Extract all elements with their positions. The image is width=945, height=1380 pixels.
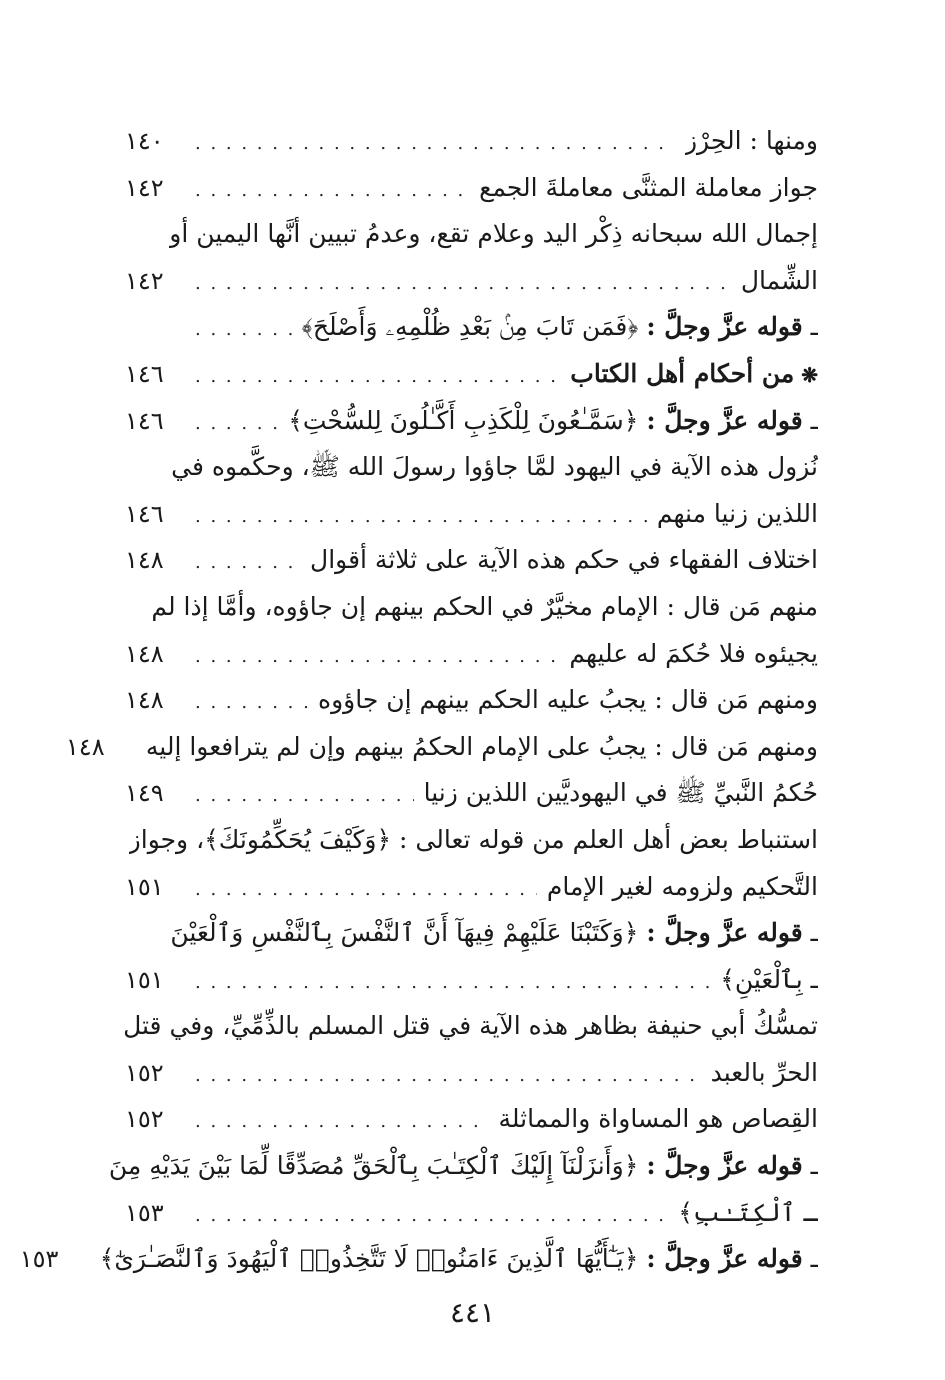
entry-page-number: ١٤٦ — [125, 359, 164, 388]
entry-title: إجمال الله سبحانه ذِكْر اليد وعلام تقع، وعدمُ تبيين أنَّها اليمين أو — [169, 219, 818, 249]
entry-title-continued: يجيئوه فلا حُكمَ له عليهم — [569, 638, 818, 668]
entry-title: تمسُّكُ أبي حنيفة بظاهر هذه الآية في قتل المسلم بالذِّمِّيِّ، وفي قتل — [123, 1011, 818, 1041]
toc-entry — [125, 444, 818, 537]
entry-title — [288, 398, 818, 445]
entry-page-number: ١٥١ — [125, 965, 164, 994]
dot-leader — [195, 773, 414, 820]
toc-entry — [125, 770, 818, 817]
verse-text: ﴿سَمَّـٰعُونَ لِلْكَذِبِ أَكَّـٰلُونَ لِلسُّحْتِ﴾ — [288, 405, 639, 435]
entry-title: حُكمُ النَّبيِّ ﷺ في اليهوديَّين اللذين زنيا — [423, 778, 818, 808]
entry-title: ومنها : الحِرْز — [684, 126, 818, 155]
toc-entry — [125, 677, 818, 724]
entry-page-number: ١٥٢ — [125, 1105, 164, 1134]
dot-leader — [195, 540, 300, 587]
verse-text: ﴿يَـٰٓأَيُّهَا ٱلَّذِينَ ءَامَنُوا۟ لَا تَتَّخِذُوا۟ ٱلْيَهُودَ وَٱلنَّصَـٰرَىٰٓ﴾ — [99, 1244, 639, 1274]
dot-leader — [195, 634, 559, 681]
dot-leader — [195, 1053, 701, 1100]
entry-prefix: قوله عزَّ وجلَّ : — [646, 918, 803, 948]
toc-entry — [125, 1003, 818, 1096]
dot-leader — [195, 1193, 668, 1240]
toc-entry — [125, 817, 818, 910]
toc-entry — [125, 910, 818, 1003]
toc-entry — [125, 584, 818, 677]
entry-title: ومنهم مَن قال : يجبُ عليه الحكم بينهم إن جاؤوه — [317, 685, 818, 715]
entry-page-number: ١٤٠ — [125, 127, 164, 155]
verse-text: ﴿وَكَتَبْنَا عَلَيْهِمْ فِيهَآ أَنَّ ٱلنَّفْسَ بِٱلنَّفْسِ وَٱلْعَيْنَ — [170, 918, 639, 948]
entry-title — [109, 1143, 818, 1190]
toc-entry — [125, 398, 818, 445]
toc-entry — [125, 304, 818, 351]
entry-page-number: ١٤٨ — [125, 546, 164, 575]
toc-section-heading — [125, 351, 818, 398]
entry-title: القِصاص هو المساواة والمماثلة — [498, 1104, 818, 1134]
toc-entry — [125, 1096, 818, 1143]
dot-leader — [195, 867, 537, 914]
toc-entry — [125, 165, 818, 212]
entry-title — [302, 304, 818, 351]
entry-title: نُزول هذه الآية في اليهود لمَّا جاؤوا رسولَ الله ﷺ، وحكَّموه في — [171, 452, 818, 482]
verse-text: ﴿فَمَن تَابَ مِنۢ بَعْدِ ظُلْمِهِۦ وَأَصْلَحَ﴾ — [301, 312, 639, 342]
dot-leader — [195, 960, 710, 1007]
dot-leader — [195, 354, 560, 401]
table-of-contents — [19, 118, 818, 1283]
toc-entry — [125, 118, 818, 165]
dot-leader — [195, 680, 308, 727]
toc-entry — [65, 724, 818, 771]
toc-entry — [125, 537, 818, 584]
entry-page-number: ١٤٢ — [125, 266, 164, 295]
entry-title: اختلاف الفقهاء في حكم هذه الآية على ثلاثة أقوال — [310, 545, 818, 575]
entry-page-number: ١٤٨ — [125, 639, 164, 668]
entry-page-number: ١٤٦ — [125, 406, 164, 435]
dot-leader — [195, 168, 469, 215]
entry-title: استنباط بعض أهل العلم من قوله تعالى : ﴿وَكَيْفَ يُحَكِّمُونَكَ﴾، وجواز — [128, 824, 818, 854]
entry-title-continued: الحرِّ بالعبد — [710, 1057, 818, 1087]
toc-entry — [125, 211, 818, 304]
entry-page-number: ١٤٨ — [65, 732, 105, 761]
entry-title: جواز معاملة المثنَّى معاملةَ الجمع — [479, 172, 818, 202]
dot-leader — [195, 401, 278, 448]
entry-title-continued: ـ بِٱلْعَيْنِ﴾ — [720, 957, 818, 1004]
dot-leader — [195, 307, 292, 354]
entry-title-continued: التَّحكيم ولزومه لغير الإمام — [546, 871, 818, 901]
dot-leader — [195, 261, 731, 308]
entry-page-number: ١٤٨ — [125, 686, 164, 715]
entry-title — [100, 1236, 818, 1283]
toc-entry — [19, 1236, 818, 1283]
entry-title-continued: الشِّمال — [740, 265, 818, 295]
dot-leader — [195, 1099, 488, 1146]
entry-page-number: ١٥٣ — [125, 1198, 164, 1227]
entry-title-continued: اللذين زنيا منهم — [656, 498, 818, 528]
entry-page-number: ١٥٣ — [19, 1245, 59, 1274]
entry-title: ومنهم مَن قال : يجبُ على الإمام الحكمُ بينهم وإن لم يترافعوا إليه — [145, 731, 818, 761]
entry-page-number: ١٤٦ — [125, 499, 164, 528]
entry-page-number: ١٤٩ — [125, 779, 164, 808]
dot-leader — [195, 121, 675, 168]
verse-text: ﴿وَأَنزَلْنَآ إِلَيْكَ ٱلْكِتَـٰبَ بِٱلْحَقِّ مُصَدِّقًا لِّمَا بَيْنَ يَدَيْهِ مِنَ — [108, 1151, 639, 1181]
toc-entry — [108, 1143, 818, 1236]
entry-title — [170, 910, 818, 957]
entry-page-number: ١٥١ — [125, 872, 164, 901]
entry-prefix: قوله عزَّ وجلَّ : — [646, 1244, 803, 1274]
entry-prefix: قوله عزَّ وجلَّ : — [646, 1151, 803, 1181]
entry-page-number: ١٤٢ — [125, 173, 164, 202]
section-title: ❋ من أحكام أهل الكتاب — [570, 351, 818, 399]
dot-leader — [195, 494, 647, 541]
entry-page-number: ١٥٢ — [125, 1058, 164, 1087]
entry-prefix: قوله عزَّ وجلَّ : — [646, 405, 803, 435]
entry-prefix: قوله عزَّ وجلَّ : — [646, 312, 803, 342]
entry-title-continued: ـ ٱلْكِتَـٰبِ﴾ — [678, 1190, 818, 1237]
page-number: ٤٤١ — [449, 1296, 496, 1329]
entry-title: منهم مَن قال : الإمام مخيَّرٌ في الحكم بينهم إن جاؤوه، وأمَّا إذا لم — [151, 591, 818, 621]
